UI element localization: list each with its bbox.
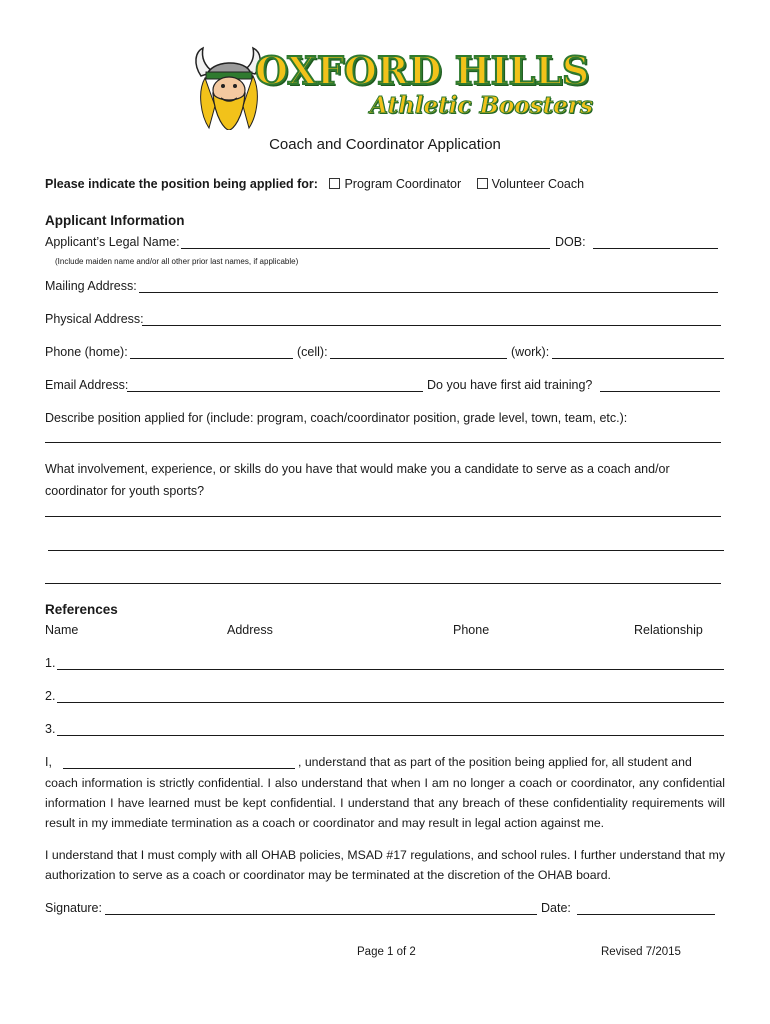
ref-col-phone: Phone	[453, 623, 490, 637]
applicant-heading: Applicant Information	[45, 213, 185, 228]
ref-col-name: Name	[45, 623, 79, 637]
viking-mascot-icon	[193, 46, 263, 130]
ref-row-2-field[interactable]	[57, 702, 724, 703]
signature-field[interactable]	[105, 914, 537, 915]
confidentiality-name-field[interactable]	[63, 768, 295, 769]
confidentiality-text-2: coach information is strictly confidential. I also understand that when I am no longer a coach or coordinator, any confidential information I have learned must be kept confidential. I understand that any breach of these confidentiality requirements will result in my immediate termination as a coach or coordinator and may result in legal action against me.	[45, 776, 725, 830]
mailing-address-label: Mailing Address:	[45, 279, 137, 293]
compliance-text: I understand that I must comply with all OHAB policies, MSAD #17 regulations, and school rules. I further understand that my authorization to serve as a coach or coordinator may be terminated at the discretion of the OHAB board.	[45, 848, 725, 882]
logo-title: OXFORD HILLS	[255, 48, 590, 93]
email-field[interactable]	[127, 391, 423, 392]
oxford-hills-logo	[193, 46, 593, 132]
position-prompt: Please indicate the position being applied for:	[45, 177, 318, 191]
physical-address-field[interactable]	[142, 325, 721, 326]
phone-work-field[interactable]	[552, 358, 724, 359]
first-aid-label: Do you have first aid training?	[427, 378, 593, 392]
phone-cell-label: (cell):	[297, 345, 328, 359]
maiden-name-note: (Include maiden name and/or all other prior last names, if applicable)	[55, 257, 299, 266]
ref-row-3-label: 3.	[45, 722, 56, 736]
signature-label: Signature:	[45, 901, 102, 915]
logo-subtitle: Athletic Boosters	[370, 92, 593, 119]
involvement-question-line1: What involvement, experience, or skills do you have that would make you a candidate to serve as a coach and/or	[45, 462, 670, 476]
date-field[interactable]	[577, 914, 715, 915]
confidentiality-text-1: , understand that as part of the position being applied for, all student and	[298, 755, 692, 769]
revised-date: Revised 7/2015	[601, 946, 681, 958]
program-coordinator-checkbox[interactable]	[329, 178, 340, 189]
physical-address-label: Physical Address:	[45, 312, 144, 326]
ref-row-2-label: 2.	[45, 689, 56, 703]
ref-col-relationship: Relationship	[634, 623, 703, 637]
volunteer-coach-checkbox[interactable]	[477, 178, 488, 189]
first-aid-field[interactable]	[600, 391, 720, 392]
position-row	[45, 177, 584, 192]
page-number: Page 1 of 2	[357, 946, 416, 958]
describe-position-label: Describe position applied for (include: program, coach/coordinator position, grade level, town, team, etc.):	[45, 411, 628, 425]
involvement-field-1[interactable]	[45, 516, 721, 517]
mailing-address-field[interactable]	[139, 292, 718, 293]
ref-row-1-field[interactable]	[57, 669, 724, 670]
volunteer-coach-label: Volunteer Coach	[491, 177, 585, 191]
phone-home-field[interactable]	[130, 358, 293, 359]
describe-position-field[interactable]	[45, 442, 721, 443]
dob-field[interactable]	[593, 248, 718, 249]
ref-row-3-field[interactable]	[57, 735, 724, 736]
phone-cell-field[interactable]	[330, 358, 507, 359]
dob-label: DOB:	[555, 235, 586, 249]
confidentiality-i: I,	[45, 755, 52, 769]
date-label: Date:	[541, 901, 571, 915]
program-coordinator-label: Program Coordinator	[344, 177, 462, 191]
phone-work-label: (work):	[511, 345, 550, 359]
involvement-field-2[interactable]	[48, 550, 724, 551]
ref-row-1-label: 1.	[45, 656, 56, 670]
phone-home-label: Phone (home):	[45, 345, 128, 359]
email-label: Email Address:	[45, 378, 129, 392]
form-title: Coach and Coordinator Application	[269, 136, 501, 153]
legal-name-field[interactable]	[181, 248, 550, 249]
legal-name-label: Applicant’s Legal Name:	[45, 235, 180, 249]
involvement-field-3[interactable]	[45, 583, 721, 584]
ref-col-address: Address	[227, 623, 273, 637]
involvement-question-line2: coordinator for youth sports?	[45, 484, 205, 498]
references-heading: References	[45, 602, 118, 617]
